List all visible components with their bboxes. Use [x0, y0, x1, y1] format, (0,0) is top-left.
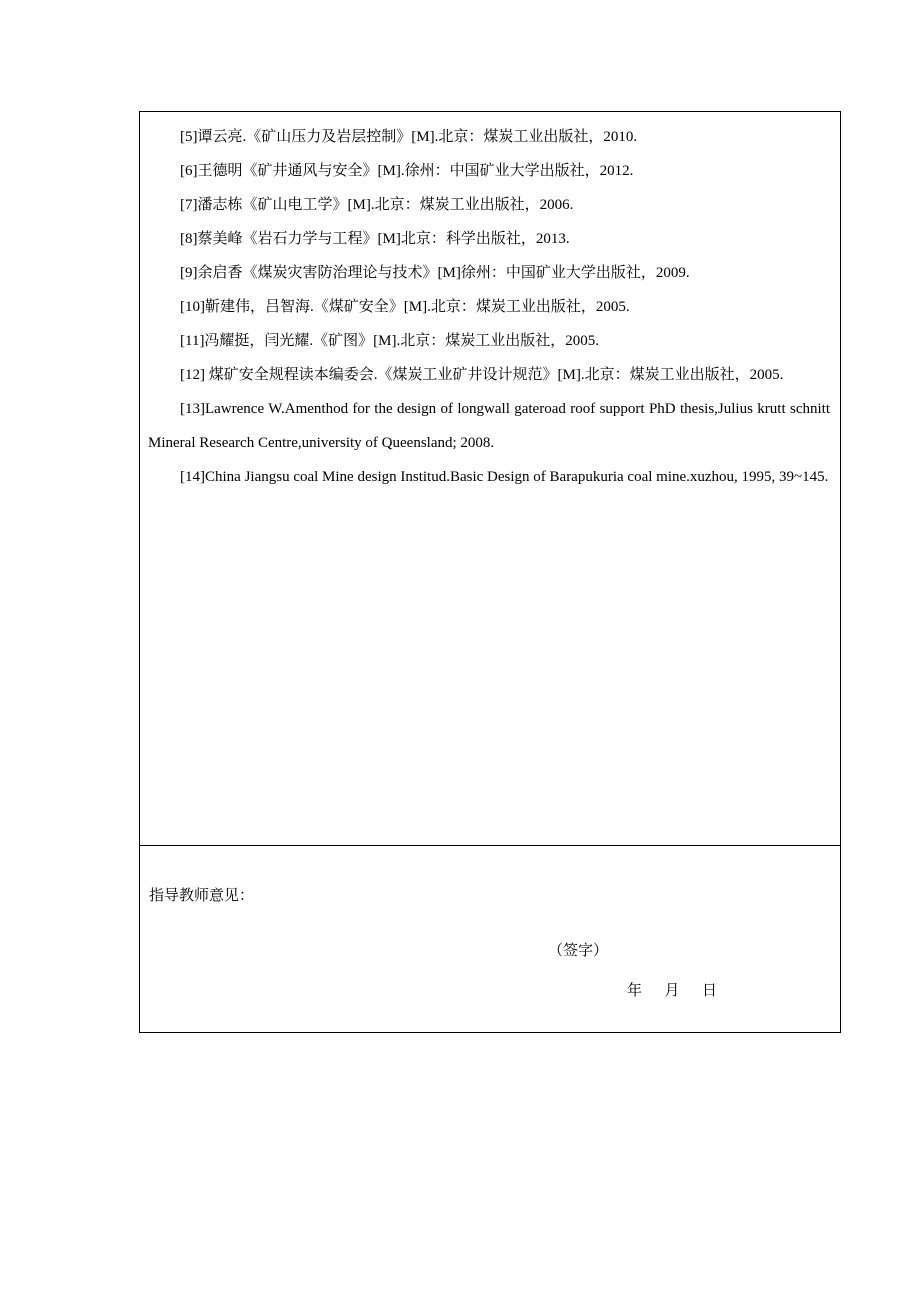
reference-item: [7]潘志栋《矿山电工学》[M].北京：煤炭工业出版社，2006.	[180, 197, 574, 213]
day-label: 日	[702, 983, 718, 999]
reference-item: [5]谭云亮.《矿山压力及岩层控制》[M].北京：煤炭工业出版社，2010.	[180, 129, 638, 145]
reference-item: [13]Lawrence W.Amenthod for the design of longwall gateroad roof support PhD thesis,Julius krutt schnitt Mineral Research Centre,university of Queensland; 2008.	[148, 401, 830, 451]
reference-item: [12] 煤矿安全规程读本编委会.《煤炭工业矿井设计规范》[M].北京：煤炭工业出版社，2005.	[180, 367, 784, 383]
month-label: 月	[664, 983, 680, 999]
date-row	[627, 979, 717, 1000]
signature-label: （签字）	[548, 943, 609, 959]
reference-item: [11]冯耀挺，闫光耀.《矿图》[M].北京：煤炭工业出版社，2005.	[180, 333, 600, 349]
year-label: 年	[627, 983, 643, 999]
advisor-opinion-cell	[140, 846, 840, 1032]
reference-item: [14]China Jiangsu coal Mine design Institud.Basic Design of Barapukuria coal mine.xuzhou, 1995, 39~145.	[180, 469, 829, 485]
reference-item: [8]蔡美峰《岩石力学与工程》[M]北京：科学出版社，2013.	[180, 231, 570, 247]
advisor-opinion-label: 指导教师意见：	[149, 888, 255, 904]
reference-item: [10]靳建伟，吕智海.《煤矿安全》[M].北京：煤炭工业出版社，2005.	[180, 299, 630, 315]
references-cell	[140, 112, 840, 846]
reference-list	[140, 112, 840, 494]
reference-item: [9]余启香《煤炭灾害防治理论与技术》[M]徐州：中国矿业大学出版社，2009.	[180, 265, 690, 281]
form-table	[139, 111, 841, 1033]
reference-item: [6]王德明《矿井通风与安全》[M].徐州：中国矿业大学出版社，2012.	[180, 163, 634, 179]
